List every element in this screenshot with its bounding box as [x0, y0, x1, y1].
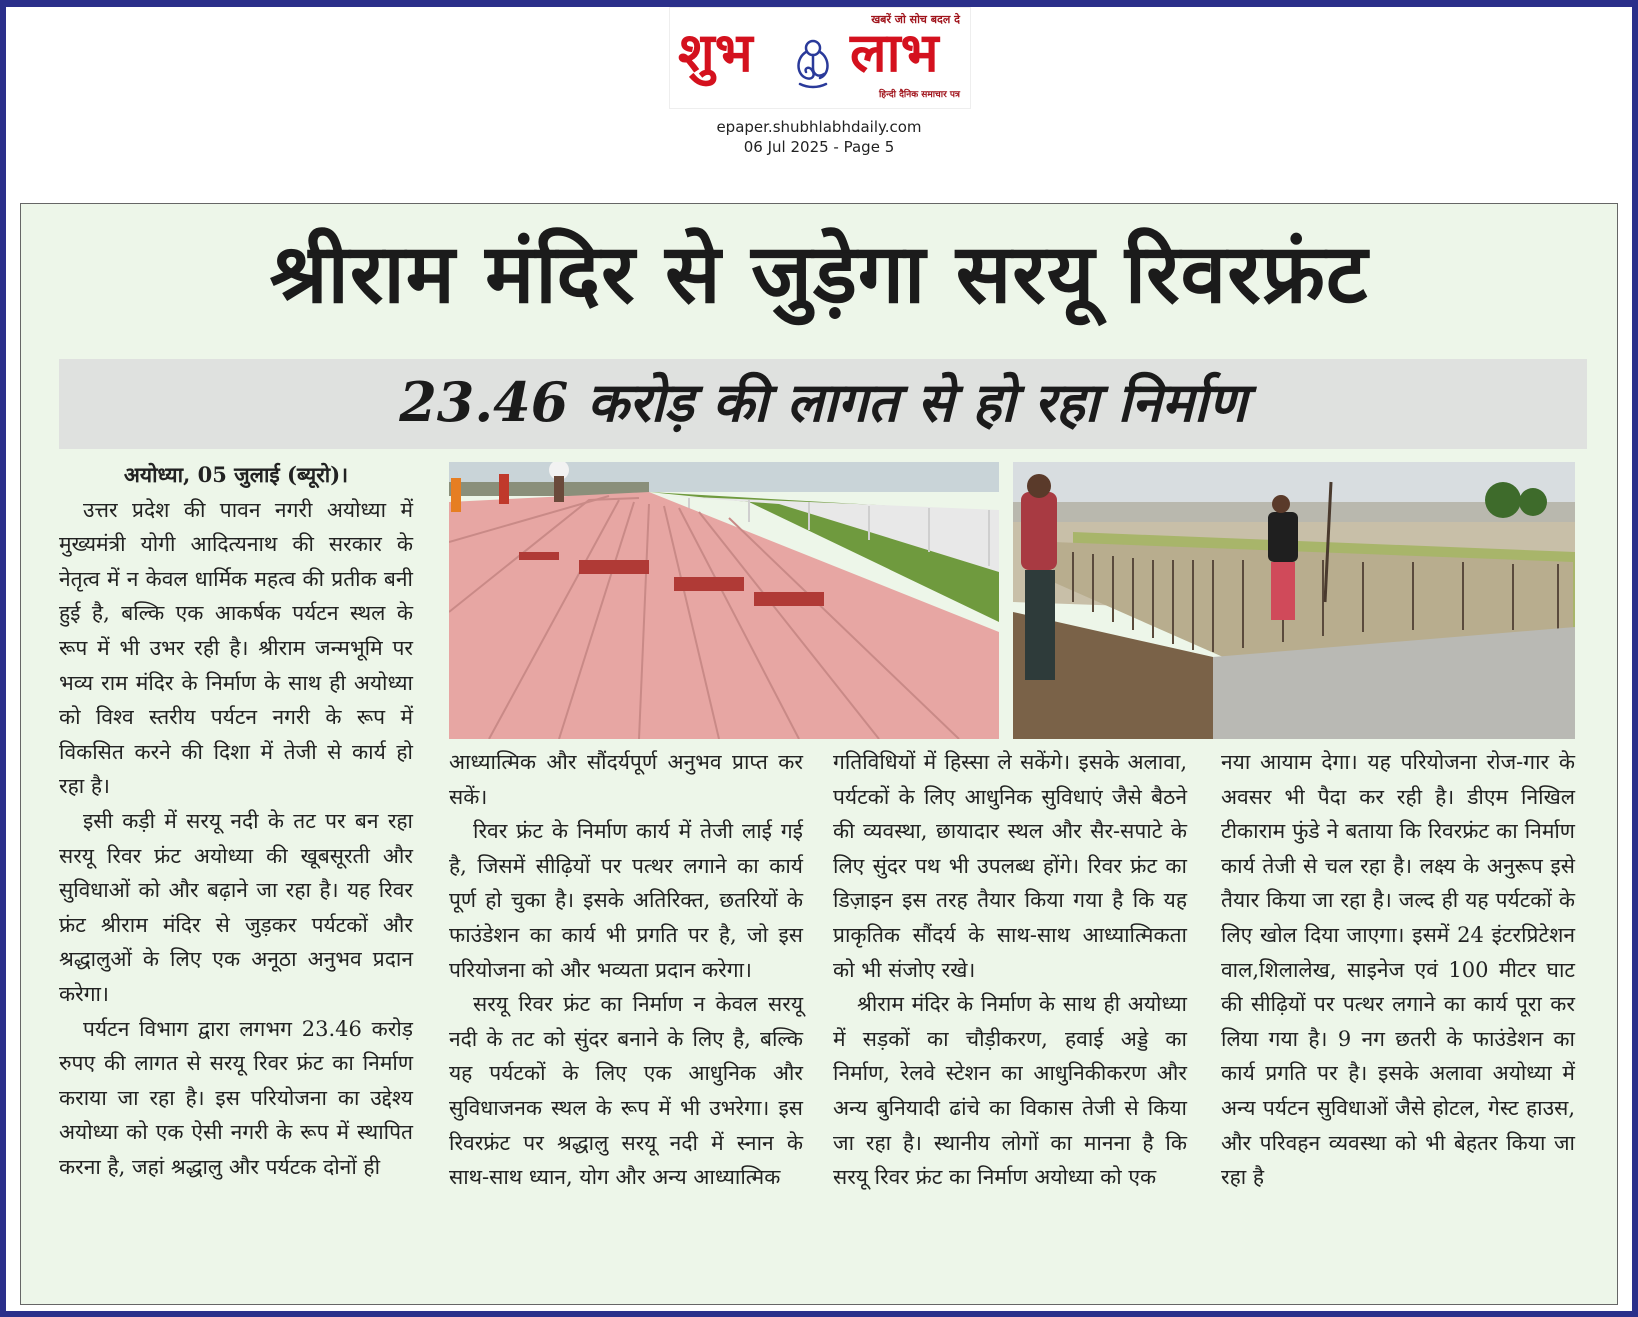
logo-subtitle: हिन्दी दैनिक समाचार पत्र [878, 90, 960, 100]
subheadline-bar [59, 359, 1587, 449]
logo-word-left: शुभ [678, 21, 753, 84]
paragraph: आध्यात्मिक और सौंदर्यपूर्ण अनुभव प्राप्त कर सकें। [449, 750, 803, 809]
paragraph: उत्तर प्रदेश की पावन नगरी अयोध्या में मुख्यमंत्री योगी आदित्यनाथ की सरकार के नेतृत्व में न केवल धार्मिक महत्व की प्रतीक बनी हुई है, बल्कि एक आकर्षक पर्यटन स्थल के रूप में भी उभर रही है। श्रीराम जन्मभूमि पर भव्य राम मंदिर के निर्माण के साथ ही अयोध्या को विश्व स्तरीय पर्यटन नगरी के रूप में विकसित करने की दिशा में तेजी से कार्य हो रहा है। [59, 497, 413, 799]
article-column-4 [1221, 745, 1575, 1195]
edition-date-page: 06 Jul 2025 - Page 5 [743, 138, 895, 156]
article-column-2 [449, 745, 803, 1195]
ganesha-emblem-icon [782, 34, 844, 90]
subheadline: 23.46 करोड़ की लागत से हो रहा निर्माण [399, 370, 1247, 434]
article-column-1 [59, 458, 413, 1184]
paragraph: गतिविधियों में हिस्सा ले सकेंगे। इसके अलावा, पर्यटकों के लिए आधुनिक सुविधाएं जैसे बैठने की व्यवस्था, छायादार स्थल और सैर-सपाटे के लिए सुंदर पथ भी उपलब्ध होंगे। रिवर फ्रंट का डिज़ाइन इस तरह तैयार किया गया है कि यह प्राकृतिक सौंदर्य के साथ-साथ आध्यात्मिकता को भी संजोए रखे। [833, 750, 1187, 982]
paragraph: श्रीराम मंदिर के निर्माण के साथ ही अयोध्या में सड़कों का चौड़ीकरण, हवाई अड्डे का निर्माण, रेलवे स्टेशन का आधुनिकीकरण और अन्य बुनियादी ढांचे का विकास तेजी से किया जा रहा है। स्थानीय लोगों का मानना है कि सरयू रिवर फ्रंट का निर्माण अयोध्या को एक [833, 992, 1187, 1190]
riverfront-steps-photo [449, 462, 999, 739]
construction-site-photo [1013, 462, 1575, 739]
article-column-3 [833, 745, 1187, 1195]
paragraph: नया आयाम देगा। यह परियोजना रोज-गार के अवसर भी पैदा कर रही है। डीएम निखिल टीकाराम फुंडे ने बताया कि रिवरफ्रंट का निर्माण कार्य तेजी से चल रहा है। लक्ष्य के अनुरूप इसे तैयार किया जा रहा है। जल्द ही यह पर्यटकों के लिए खोल दिया जाएगा। इसमें 24 इंटरप्रिटेशन वाल,शिलालेख, साइनेज एवं 100 मीटर घाट की सीढ़ियों पर पत्थर लगाने का कार्य पूरा कर लिया गया है। 9 नग छतरी के फाउंडेशन का कार्य प्रगति पर है। इसके अलावा अयोध्या में अन्य पर्यटन सुविधाओं जैसे होटल, गेस्ट हाउस, और परिवहन व्यवस्था को भी बेहतर किया जा रहा है [1221, 750, 1575, 1190]
paragraph: रिवर फ्रंट के निर्माण कार्य में तेजी लाई गई है, जिसमें सीढ़ियों पर पत्थर लगाने का कार्य पूर्ण हो चुका है। इसके अतिरिक्त, छतरियों के फाउंडेशन का कार्य भी प्रगति पर है, जो इस परियोजना को और भव्यता प्रदान करेगा। [449, 819, 803, 982]
masthead-logo[interactable] [670, 8, 970, 108]
logo-tagline: खबरें जो सोच बदल दे [871, 13, 960, 26]
paragraph: सरयू रिवर फ्रंट का निर्माण न केवल सरयू नदी के तट को सुंदर बनाने के लिए है, बल्कि यह पर्यटकों के लिए एक आधुनिक और सुविधाजनक स्थल के रूप में भी उभरेगा। इस रिवरफ्रंट पर श्रद्धालु सरयू नदी में स्नान के साथ-साथ ध्यान, योग और अन्य आध्यात्मिक [449, 992, 803, 1190]
headline: श्रीराम मंदिर से जुड़ेगा सरयू रिवरफ्रंट [269, 227, 1369, 322]
dateline: अयोध्या, 05 जुलाई (ब्यूरो)। [123, 462, 349, 487]
news-article [20, 203, 1618, 1305]
paragraph: पर्यटन विभाग द्वारा लगभग 23.46 करोड़ रुपए की लागत से सरयू रिवर फ्रंट का निर्माण कराया जा रहा है। इस परियोजना का उद्देश्य अयोध्या को एक ऐसी नगरी के रूप में स्थापित करना है, जहां श्रद्धालु और पर्यटक दोनों ही [59, 1016, 413, 1179]
paragraph: इसी कड़ी में सरयू नदी के तट पर बन रहा सरयू रिवर फ्रंट अयोध्या की खूबसूरती और सुविधाओं को और बढ़ाने जा रहा है। यह रिवर फ्रंट श्रीराम मंदिर से जुड़कर पर्यटकों और श्रद्धालुओं के लिए एक अनूठा अनुभव प्रदान करेगा। [59, 808, 413, 1006]
epaper-url[interactable]: epaper.shubhlabhdaily.com [716, 118, 922, 136]
logo-word-right: लाभ [850, 21, 939, 84]
